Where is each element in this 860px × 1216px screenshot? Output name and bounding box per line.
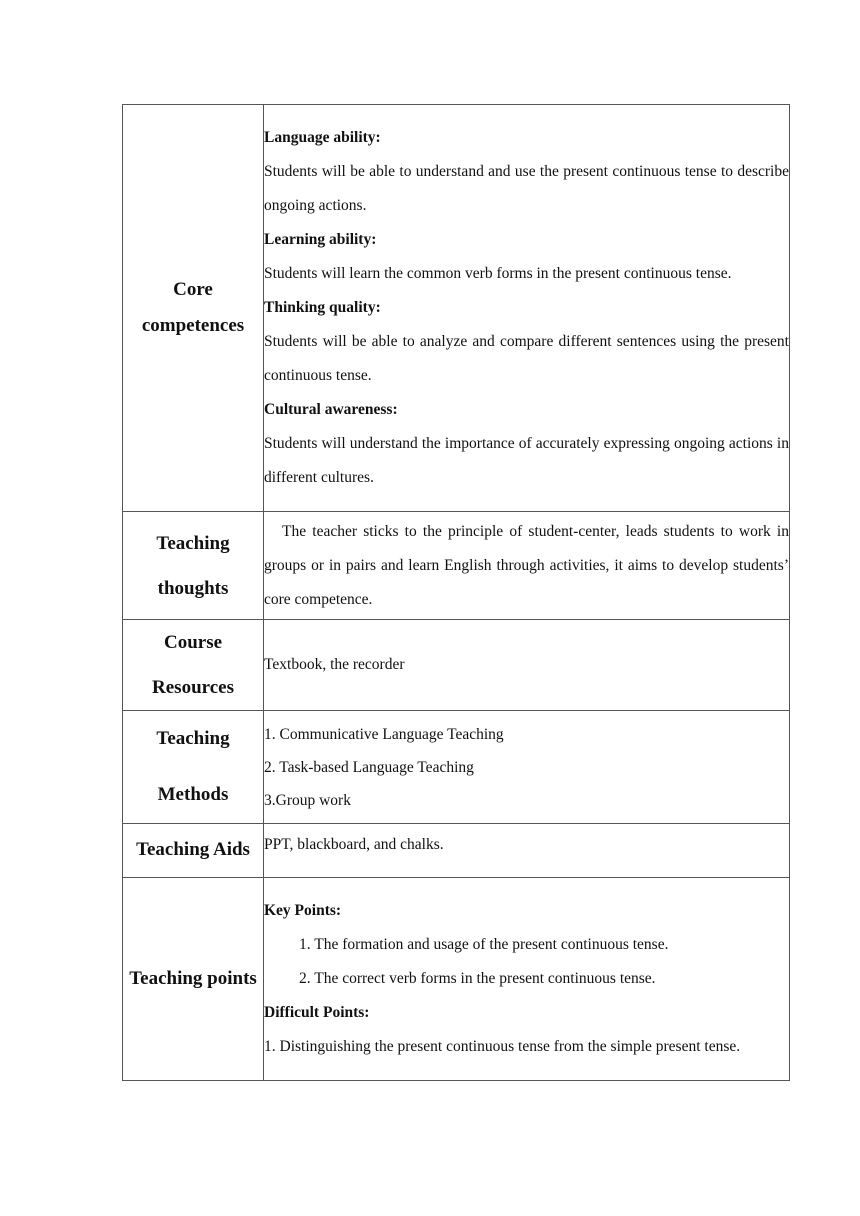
heading-thinking-quality: Thinking quality: <box>264 299 381 316</box>
method-item: 2. Task-based Language Teaching <box>264 758 474 776</box>
label-course-resources <box>123 620 264 711</box>
content-teaching-aids <box>264 824 790 878</box>
row-course-resources <box>123 620 790 711</box>
heading-learning-ability: Learning ability: <box>264 231 377 248</box>
heading-language-ability: Language ability: <box>264 129 381 146</box>
row-teaching-points <box>123 878 790 1081</box>
row-teaching-thoughts <box>123 512 790 620</box>
text-cultural-awareness: Students will understand the importance of accurately expressing ongoing actions in different cultures. <box>264 435 789 486</box>
text-thinking-quality: Students will be able to analyze and compare different sentences using the present continuous tense. <box>264 333 789 384</box>
label-teaching-methods <box>123 711 264 824</box>
text-course-resources: Textbook, the recorder <box>264 656 405 673</box>
method-item: 3.Group work <box>264 791 351 809</box>
text-learning-ability: Students will learn the common verb forms in the present continuous tense. <box>264 265 732 282</box>
label-teaching-thoughts-text: Teaching thoughts <box>156 532 230 599</box>
content-teaching-points <box>264 878 790 1081</box>
key-point-item: 1. The formation and usage of the present continuous tense. <box>299 936 669 953</box>
difficult-point-item: 1. Distinguishing the present continuous tense from the simple present tense. <box>264 1038 741 1055</box>
key-point-item: 2. The correct verb forms in the present continuous tense. <box>299 970 656 987</box>
label-teaching-methods-text: Teaching Methods <box>156 728 230 805</box>
label-teaching-points-text: Teaching points <box>129 968 257 989</box>
heading-difficult-points: Difficult Points: <box>264 1004 370 1021</box>
label-core-competences <box>123 105 264 512</box>
label-teaching-thoughts <box>123 512 264 620</box>
content-course-resources <box>264 620 790 711</box>
label-teaching-points <box>123 878 264 1081</box>
row-teaching-aids <box>123 824 790 878</box>
text-teaching-thoughts: The teacher sticks to the principle of student-center, leads students to work in groups or in pairs and learn English through activities, it aims to develop students’ core competence. <box>264 522 789 608</box>
content-teaching-thoughts <box>264 512 790 620</box>
label-teaching-aids <box>123 824 264 878</box>
heading-cultural-awareness: Cultural awareness: <box>264 401 398 418</box>
row-core-competences <box>123 105 790 512</box>
label-teaching-aids-text: Teaching Aids <box>136 839 250 860</box>
content-teaching-methods <box>264 711 790 824</box>
lesson-plan-table <box>122 104 790 1081</box>
label-course-resources-text: Course Resources <box>152 632 234 698</box>
text-language-ability: Students will be able to understand and use the present continuous tense to describe ongoing actions. <box>264 163 789 214</box>
row-teaching-methods <box>123 711 790 824</box>
content-core-competences <box>264 105 790 512</box>
method-item: 1. Communicative Language Teaching <box>264 725 504 743</box>
text-teaching-aids: PPT, blackboard, and chalks. <box>264 836 444 853</box>
heading-key-points: Key Points: <box>264 902 342 919</box>
label-core-competences-text: Core competences <box>141 279 245 336</box>
